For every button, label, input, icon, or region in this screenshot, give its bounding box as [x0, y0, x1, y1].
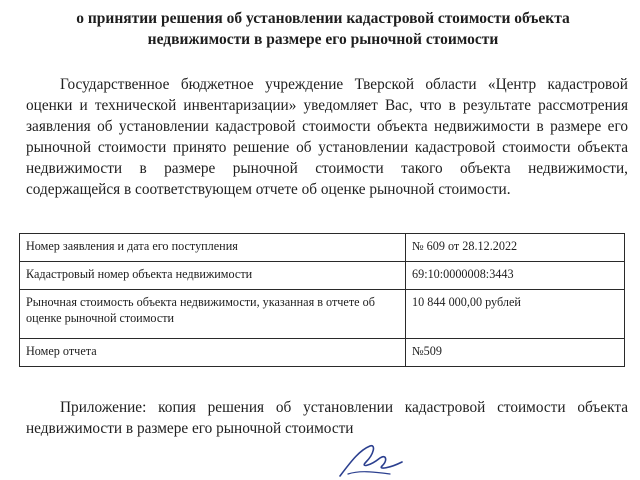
market-value-label: Рыночная стоимость объекта недвижимости, указанная в отчете об оценке рыночной стоимости — [20, 290, 406, 339]
table-row — [20, 262, 625, 290]
table-row — [20, 290, 625, 339]
table-row — [20, 234, 625, 262]
cadastral-number-label: Кадастровый номер объекта недвижимости — [20, 262, 406, 290]
table-row — [20, 339, 625, 367]
notice-paragraph: Государственное бюджетное учреждение Тверской области «Центр кадастровой оценки и технической инвентаризации» уведомляет Вас, что в результате рассмотрения заявления об установлении кадастровой стоимости объекта недвижимости в размере его рыночной стоимости принято решение об установлении кадастровой стоимости объекта недвижимости в размере рыночной стоимости такого объекта недвижимости, содержащейся в соответствующем отчете об оценке рыночной стоимости. — [26, 76, 628, 198]
report-number-value: №509 — [406, 339, 625, 367]
document-title: о принятии решения об установлении кадастровой стоимости объекта недвижимости в размере его рыночной стоимости — [76, 10, 570, 48]
cadastral-number-value: 69:10:0000008:3443 — [406, 262, 625, 290]
application-number-value: № 609 от 28.12.2022 — [406, 234, 625, 262]
application-details-table — [19, 233, 625, 367]
signature-mark — [330, 440, 420, 480]
market-value-value: 10 844 000,00 рублей — [406, 290, 625, 339]
application-number-label: Номер заявления и дата его поступления — [20, 234, 406, 262]
appendix-note: Приложение: копия решения об установлении кадастровой стоимости объекта недвижимости в размере его рыночной стоимости — [26, 399, 628, 437]
report-number-label: Номер отчета — [20, 339, 406, 367]
